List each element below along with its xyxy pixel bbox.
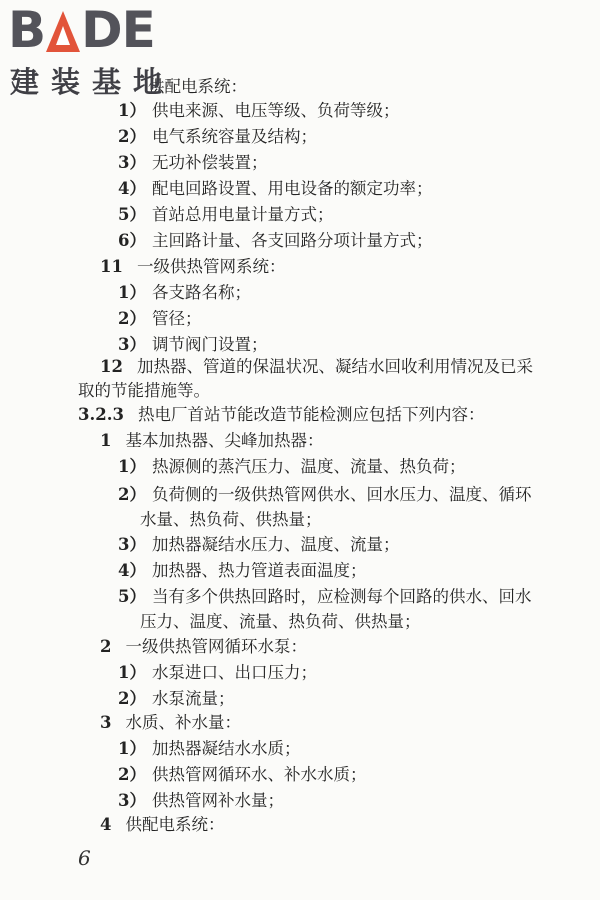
list-number: 1） [118,283,146,302]
list-item [118,335,267,355]
list-text: 配电回路设置、用电设备的额定功率； [151,179,433,198]
list-text: 各支路名称； [151,283,251,302]
clause-item [100,637,307,657]
clause-number: 3 [100,713,112,732]
clause-item [100,431,323,451]
list-number: 4） [118,179,146,198]
clause-number: 11 [100,257,123,276]
list-number: 6） [118,231,146,250]
list-item [118,283,251,303]
bade-logo [8,1,178,99]
list-item [118,739,300,759]
list-text: 无功补偿装置； [151,153,268,172]
list-text: 热源侧的蒸汽压力、温度、流量、热负荷； [151,457,466,476]
list-item [118,127,317,147]
list-text: 当有多个供热回路时，应检测每个回路的供水、回水 [151,587,532,606]
list-item [118,485,531,505]
section-heading [78,405,484,425]
list-number: 1） [118,101,146,120]
clause-text: 一级供热管网循环水泵： [125,637,307,656]
clause-number: 4 [100,815,112,834]
list-text: 加热器凝结水水质； [151,739,301,758]
list-number: 3） [118,535,146,554]
list-number: 2） [118,689,146,708]
list-item [118,561,366,581]
list-item [118,689,234,709]
list-number: 1） [118,739,146,758]
list-number: 1） [118,663,146,682]
body-line [78,381,210,401]
clause-item [100,257,285,277]
list-item [118,179,432,199]
list-text: 水泵进口、出口压力； [151,663,317,682]
list-text: 供热管网补水量； [151,791,284,810]
clause-item [100,713,241,733]
line-text: 供配电系统： [148,77,247,96]
list-text: 供电来源、电压等级、负荷等级； [151,101,400,120]
clause-text: 基本加热器、尖峰加热器： [125,431,324,450]
list-continuation [140,612,421,632]
logo-letter-b: B [8,1,46,59]
list-text: 管径； [151,309,202,328]
list-number: 3） [118,153,146,172]
list-text: 调节阀门设置； [151,335,268,354]
line-text: 取的节能措施等。 [78,381,210,400]
list-text: 加热器凝结水压力、温度、流量； [151,535,400,554]
line-text: 压力、温度、流量、热负荷、供热量； [140,612,421,631]
list-text: 供热管网循环水、补水水质； [151,765,367,784]
line-text: 水量、热负荷、供热量； [140,510,322,529]
list-item [118,791,284,811]
list-number: 2） [118,309,146,328]
logo-letter-a-triangle [45,9,81,53]
section-text: 热电厂首站节能改造节能检测应包括下列内容： [137,405,485,424]
list-number: 5） [118,205,146,224]
clause-text: 一级供热管网系统： [136,257,286,276]
clause-number: 2 [100,637,112,656]
list-item [118,457,465,477]
section-number: 3.2.3 [78,405,124,424]
list-item [118,309,201,329]
clause-number: 1 [100,431,112,450]
list-item [118,663,317,683]
list-number: 4） [118,561,146,580]
list-text: 电气系统容量及结构； [151,127,317,146]
list-item [118,101,399,121]
clause-item [100,815,224,835]
list-text: 首站总用电量计量方式； [151,205,334,224]
list-item [118,765,366,785]
list-item [118,535,399,555]
list-text: 负荷侧的一级供热管网供水、回水压力、温度、循环 [151,485,532,504]
list-number: 3） [118,335,146,354]
clause-text: 供配电系统： [125,815,225,834]
list-item [118,153,267,173]
list-number: 2） [118,127,146,146]
clause-item [100,357,533,377]
list-item [118,205,333,225]
clause-text: 水质、补水量： [125,713,241,732]
list-number: 2） [118,485,146,504]
list-continuation [140,510,322,530]
logo-letters-de: DE [81,1,155,59]
logo-subtitle: 建装基地 [10,65,175,99]
list-text: 水泵流量； [151,689,235,708]
list-number: 1） [118,457,146,476]
list-text: 主回路计量、各支回路分项计量方式； [151,231,433,250]
page-number: 6 [78,846,91,870]
clause-text: 加热器、管道的保温状况、凝结水回收利用情况及已采 [136,357,533,376]
list-item [118,587,531,607]
list-number: 5） [118,587,146,606]
list-number: 3） [118,791,146,810]
clause-number: 12 [100,357,123,376]
list-item [118,231,432,251]
list-number: 2） [118,765,146,784]
logo-wordmark [8,1,155,59]
list-text: 加热器、热力管道表面温度； [151,561,367,580]
